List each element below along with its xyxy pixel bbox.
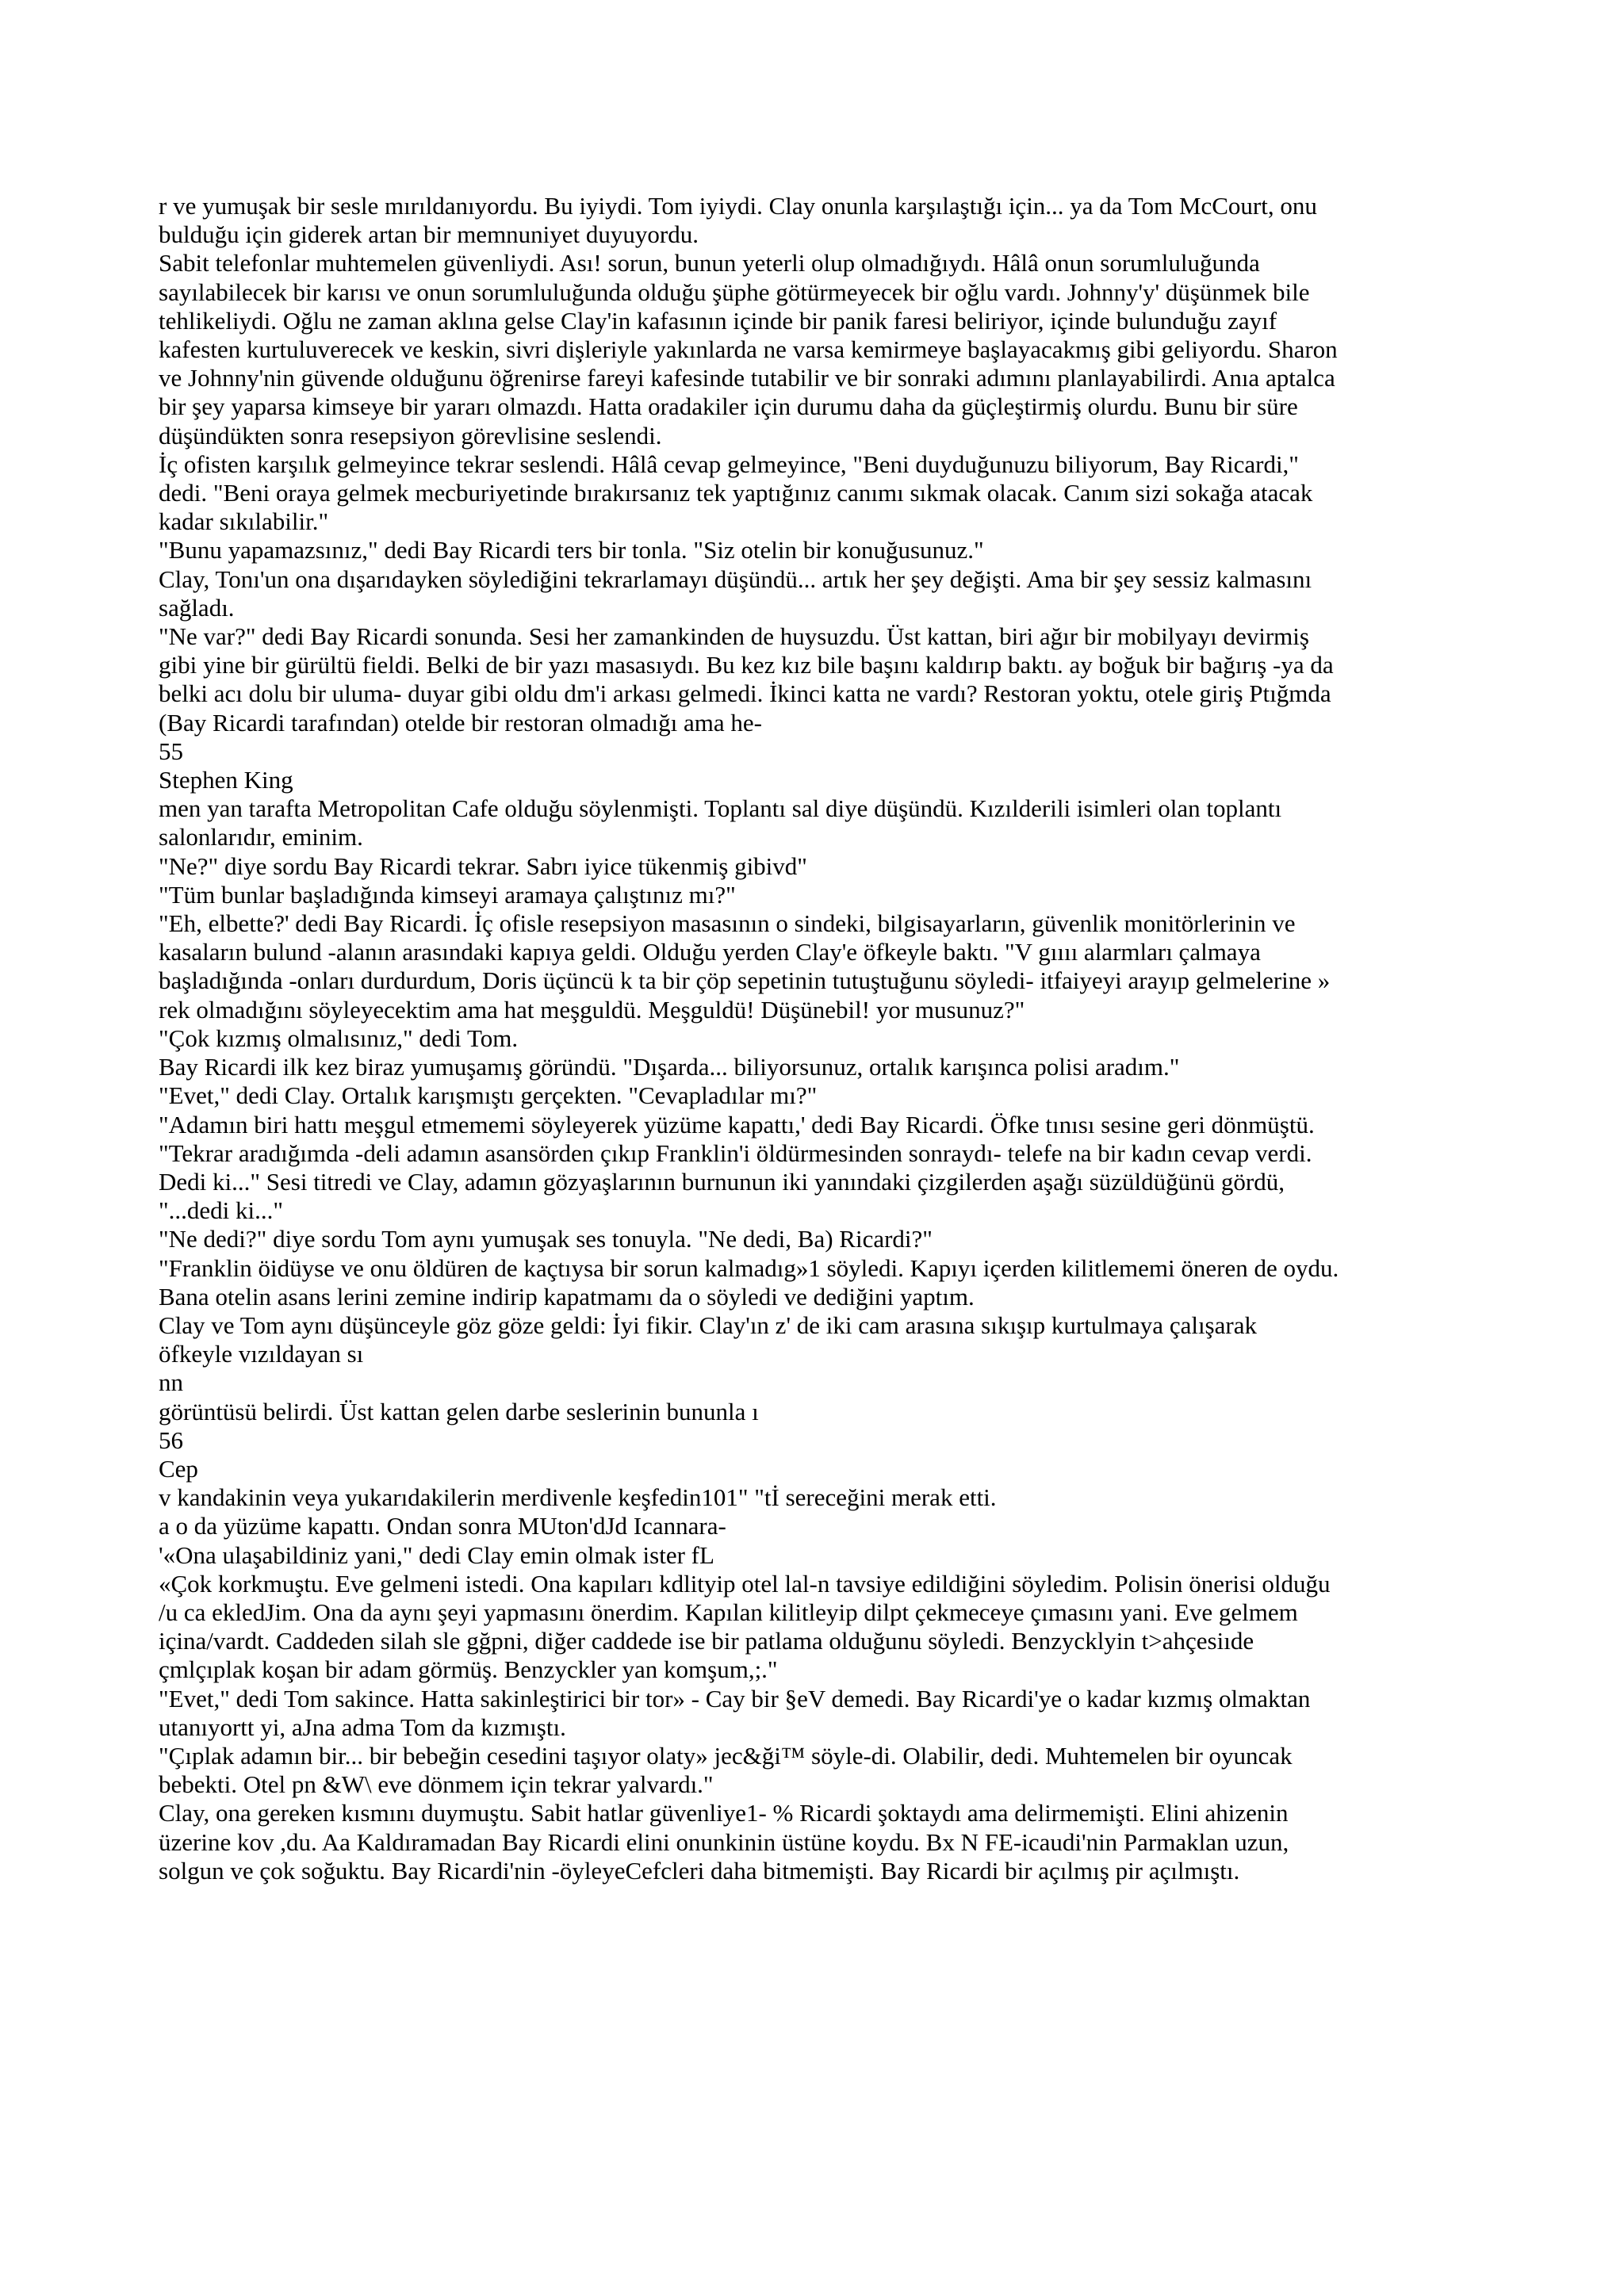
text-line: "Evet," dedi Tom sakince. Hatta sakinleştirici bir tor» - Cay bir §eV demedi. Bay Ricardi'ye o kadar kızmış olmaktan [159,1684,1311,1712]
text-line: "Eh, elbette?' dedi Bay Ricardi. İç ofisle resepsiyon masasının o sindeki, bilgisayarların, güvenlik monitörlerinin ve [159,909,1296,938]
text-line: /u ca ekledJim. Ona da aynı şeyi yapmasını önerdim. Kapılan kilitleyip dilpt çekmeceye çımasını yani. Eve gelmem [159,1598,1298,1626]
text-line: görüntüsü belirdi. Üst kattan gelen darbe seslerinin bununla ı [159,1397,759,1425]
text-line: dedi. "Beni oraya gelmek mecburiyetinde bırakırsanız tek yaptığınız canımı sıkmak olacak. Canım sizi sokağa atacak [159,479,1313,507]
text-line: "Çıplak adamın bir... bir bebeğin cesedini taşıyor olaty» jec&ği™ söyle-di. Olabilir, dedi. Muhtemelen bir oyuncak [159,1741,1293,1770]
text-line: başladığında -onları durdurdum, Doris üçüncü k ta bir çöp sepetinin tutuştuğunu söyledi- itfaiyeyi arayıp gelmelerine » [159,966,1331,995]
text-line: kasaların bulund -alanın arasındaki kapıya geldi. Olduğu yerden Clay'e öfkeyle baktı. "V gıııı alarmları çalmaya [159,938,1261,966]
text-line: "Ne var?" dedi Bay Ricardi sonunda. Sesi her zamankinden de huysuzdu. Üst kattan, biri ağır bir mobilyayı devirmiş [159,622,1309,651]
text-line: kafesten kurtuluverecek ve keskin, sivri dişleriyle yakınlarda ne varsa kemirmeye başlayacakmış gibi geliyordu. Sharon [159,335,1338,364]
text-line: düşündükten sonra resepsiyon görevlisine seslendi. [159,421,662,450]
text-line: rek olmadığını söyleyecektim ama hat meşguldü. Meşguldü! Düşünebil! yor musunuz?" [159,995,1025,1024]
text-line: bir şey yaparsa kimseye bir yararı olmazdı. Hatta oradakiler için durumu daha da güçleştirmiş olurdu. Bunu bir süre [159,392,1298,421]
text-line: "Tekrar aradığımda -deli adamın asansörden çıkıp Franklin'i öldürmesinden sonraydı- telefe na bir kadın cevap verdi. [159,1138,1312,1167]
text-line: «Çok korkmuştu. Eve gelmeni istedi. Ona kapıları kdlityip otel lal-n tavsiye edildiğini söyledim. Polisin önerisi olduğu [159,1569,1331,1598]
text-line: a o da yüzüme kapattı. Ondan sonra MUton'dJd Icannara- [159,1512,726,1540]
text-line: "Franklin öidüyse ve onu öldüren de kaçtıysa bir sorun kalmadıg»1 söyledi. Kapıyı içerden kilitlememi öneren de oydu. [159,1253,1339,1282]
text-line: çmlçıplak koşan bir adam görmüş. Benzyckler yan komşum,;." [159,1655,778,1684]
text-line: bebekti. Otel pn &W\ eve dönmem için tekrar yalvardı." [159,1770,714,1799]
text-line: sağladı. [159,593,235,622]
text-line: sayılabilecek bir karısı ve onun sorumluluğunda olduğu şüphe götürmeyecek bir oğlu vardı. Johnny'y' düşünmek bile [159,277,1310,306]
text-line: gibi yine bir gürültü fieldi. Belki de bir yazı masasıydı. Bu kez kız bile başını kaldırıp baktı. ay boğuk bir bağırış -ya da [159,651,1334,679]
text-line: 55 [159,737,183,765]
text-line: "Çok kızmış olmalısınız," dedi Tom. [159,1024,519,1052]
text-line: bulduğu için giderek artan bir memnuniyet duyuyordu. [159,220,699,249]
text-line: "Evet," dedi Clay. Ortalık karışmıştı gerçekten. "Cevapladılar mı?" [159,1081,818,1110]
text-line: ve Johnny'nin güvende olduğunu öğrenirse fareyi kafesinde tutabilir ve bir sonraki adımını planlayabilirdi. Anıa aptalca [159,364,1335,392]
text-line: Sabit telefonlar muhtemelen güvenliydi. Ası! sorun, bunun yeterli olup olmadığıydı. Hâlâ onun sorumluluğunda [159,249,1260,277]
text-line: "Adamın biri hattı meşgul etmememi söyleyerek yüzüme kapattı,' dedi Bay Ricardi. Öfke tınısı sesine geri dönmüştü. [159,1110,1315,1138]
page-text [159,192,1484,1885]
text-line: içina/vardt. Caddeden silah sle gğpni, diğer caddede ise bir patlama olduğunu söyledi. Benzycklyin t>ahçesiıde [159,1627,1254,1655]
text-line: Dedi ki..." Sesi titredi ve Clay, adamın gözyaşlarının burnunun iki yanındaki çizgilerden aşağı süzüldüğünü gördü, [159,1167,1285,1196]
text-line: nn [159,1368,183,1397]
text-line: Bay Ricardi ilk kez biraz yumuşamış göründü. "Dışarda... biliyorsunuz, ortalık karışınca polisi aradım." [159,1053,1180,1081]
text-line: belki acı dolu bir uluma- duyar gibi oldu dm'i arkası gelmedi. İkinci katta ne vardı? Restoran yoktu, otele giriş Ptığmda [159,679,1331,708]
text-line: utanıyortt yi, aJna adma Tom da kızmıştı. [159,1712,566,1741]
text-line: salonlarıdır, eminim. [159,823,363,851]
text-line: Bana otelin asans lerini zemine indirip kapatmamı da o söyledi ve dediğini yaptım. [159,1282,975,1311]
text-line: kadar sıkılabilir." [159,507,329,536]
text-line: Clay ve Tom aynı düşünceyle göz göze geldi: İyi fikir. Clay'ın z' de iki cam arasına sıkışıp kurtulmaya çalışarak [159,1311,1257,1339]
text-line: üzerine kov ,du. Aa Kaldıramadan Bay Ricardi elini onunkinin üstüne koydu. Bx N FE-icaudi'nin Parmaklan uzun, [159,1827,1289,1856]
text-line: Clay, Tonı'un ona dışarıdayken söylediğini tekrarlamayı düşündü... artık her şey değişti. Ama bir şey sessiz kalmasını [159,564,1312,593]
text-line: tehlikeliydi. Oğlu ne zaman aklına gelse Clay'in kafasının içinde bir panik faresi beliriyor, içinde bulunduğu zayıf [159,306,1277,335]
text-line: "...dedi ki..." [159,1196,284,1225]
text-line: "Bunu yapamazsınız," dedi Bay Ricardi ters bir tonla. "Siz otelin bir konuğusunuz." [159,536,984,564]
text-line: "Tüm bunlar başladığında kimseyi aramaya çalıştınız mı?" [159,880,736,909]
text-line: "Ne?" diye sordu Bay Ricardi tekrar. Sabrı iyice tükenmiş gibivd" [159,851,807,880]
text-line: r ve yumuşak bir sesle mırıldanıyordu. Bu iyiydi. Tom iyiydi. Clay onunla karşılaştığı için... ya da Tom McCourt, onu [159,192,1317,220]
text-line: "Ne dedi?" diye sordu Tom aynı yumuşak ses tonuyla. "Ne dedi, Ba) Ricardi?" [159,1225,933,1253]
text-line: Stephen King [159,766,293,794]
text-line: öfkeyle vızıldayan sı [159,1340,364,1368]
text-line: Clay, ona gereken kısmını duymuştu. Sabit hatlar güvenliye1- % Ricardi şoktaydı ama delirmemişti. Elini ahizenin [159,1799,1289,1827]
text-line: 56 [159,1425,183,1454]
text-line: v kandakinin veya yukarıdakilerin merdivenle keşfedin101" "tİ sereceğini merak etti. [159,1483,997,1512]
text-line: '«Ona ulaşabildiniz yani," dedi Clay emin olmak ister fL [159,1540,714,1569]
text-line: Cep [159,1454,198,1483]
text-line: İç ofisten karşılık gelmeyince tekrar seslendi. Hâlâ cevap gelmeyince, "Beni duyduğunuzu biliyorum, Bay Ricardi," [159,450,1299,478]
text-line: solgun ve çok soğuktu. Bay Ricardi'nin -öyleyeCefcleri daha bitmemişti. Bay Ricardi bir açılmış pir açılmıştı. [159,1856,1240,1885]
document-page [159,192,1484,1885]
text-line: men yan tarafta Metropolitan Cafe olduğu söylenmişti. Toplantı sal diye düşündü. Kızılderili isimleri olan toplantı [159,794,1282,823]
text-line: (Bay Ricardi tarafından) otelde bir restoran olmadığı ama he- [159,708,762,737]
